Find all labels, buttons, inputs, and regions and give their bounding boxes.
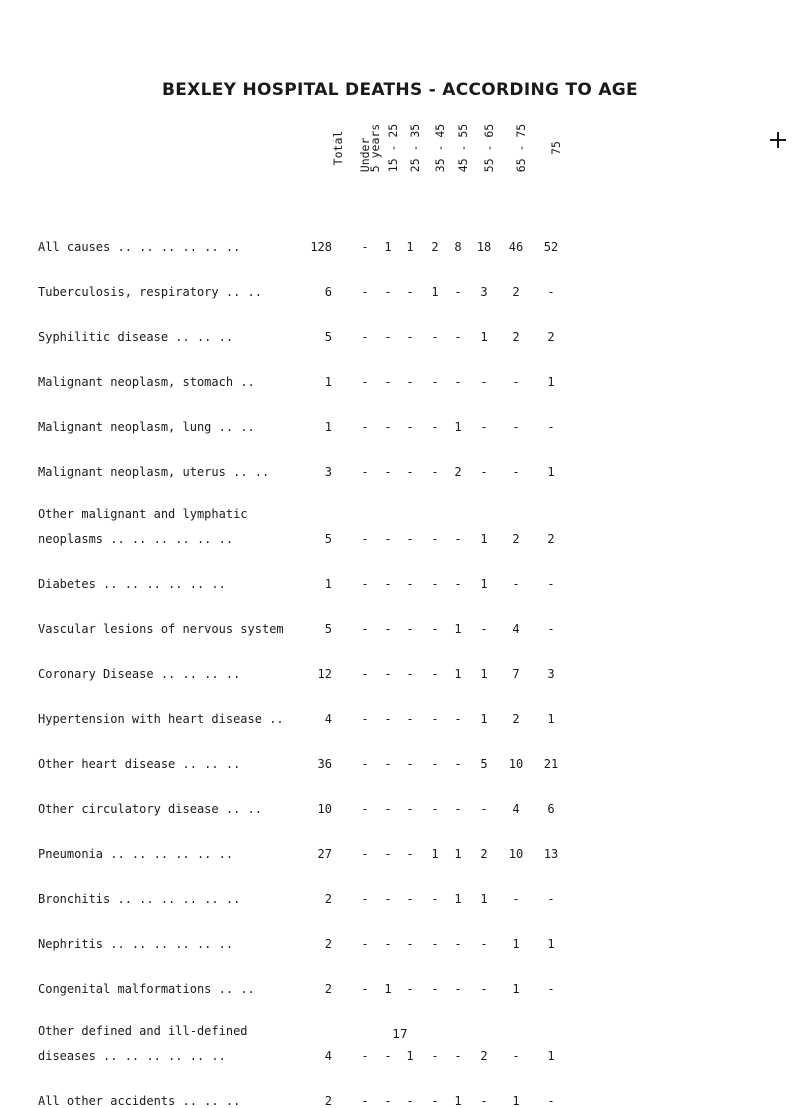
age-cell: 2 [512, 532, 520, 546]
age-cell: 52 [543, 240, 559, 254]
age-cell: - [480, 622, 488, 636]
age-cell: - [361, 982, 369, 996]
age-cell: - [361, 847, 369, 861]
total-cell: 3 [324, 465, 332, 479]
age-cell: 6 [547, 802, 555, 816]
age-cell: 1 [512, 1094, 520, 1108]
age-cell: 1 [454, 622, 462, 636]
age-cell: 1 [454, 1094, 462, 1108]
column-header [328, 120, 348, 176]
row-label: Syphilitic disease .. .. .. [38, 330, 234, 344]
age-cell: - [406, 285, 414, 299]
age-cell: 2 [512, 285, 520, 299]
age-cell: 1 [384, 982, 392, 996]
age-cell: 1 [454, 892, 462, 906]
age-cell: 4 [512, 622, 520, 636]
age-cell: - [547, 577, 555, 591]
age-cell: - [454, 982, 462, 996]
row-label: Other defined and ill-defined [38, 1024, 248, 1038]
total-cell: 10 [317, 802, 332, 816]
age-cell: 18 [476, 240, 492, 254]
age-cell: - [384, 757, 392, 771]
age-cell: - [431, 622, 439, 636]
row-label: Vascular lesions of nervous system [38, 622, 284, 636]
column-header-text: Under 5 years [358, 123, 382, 173]
age-cell: 1 [480, 330, 488, 344]
age-cell: 1 [480, 712, 488, 726]
age-cell: 2 [547, 532, 555, 546]
age-cell: - [547, 1094, 555, 1108]
column-header-text: 35 - 45 [433, 123, 447, 173]
age-cell: - [431, 330, 439, 344]
column-header [360, 120, 380, 176]
age-cell: 1 [547, 712, 555, 726]
age-cell: - [406, 892, 414, 906]
total-cell: 1 [324, 375, 332, 389]
age-cell: - [361, 757, 369, 771]
column-header-text: 45 - 55 [456, 123, 470, 173]
column-header-text: 25 - 35 [408, 123, 422, 173]
age-cell: - [384, 285, 392, 299]
column-header [405, 120, 425, 176]
age-cell: - [384, 1094, 392, 1108]
total-cell: 5 [324, 622, 332, 636]
age-cell: - [431, 892, 439, 906]
age-cell: - [406, 847, 414, 861]
age-cell: - [512, 420, 520, 434]
row-label: Congenital malformations .. .. [38, 982, 255, 996]
age-cell: - [512, 465, 520, 479]
age-cell: - [361, 937, 369, 951]
age-cell: 1 [512, 982, 520, 996]
age-cell: - [547, 982, 555, 996]
age-cell: - [431, 667, 439, 681]
age-cell: - [480, 375, 488, 389]
age-cell: - [361, 892, 369, 906]
age-cell: - [361, 712, 369, 726]
age-cell: 2 [480, 1049, 488, 1063]
age-cell: - [406, 330, 414, 344]
total-cell: 128 [310, 240, 332, 254]
row-label: Diabetes .. .. .. .. .. .. [38, 577, 226, 591]
row-label: Other heart disease .. .. .. [38, 757, 241, 771]
age-cell: - [361, 532, 369, 546]
age-cell: 1 [547, 465, 555, 479]
age-cell: 46 [508, 240, 524, 254]
age-cell: 1 [547, 375, 555, 389]
age-cell: - [406, 667, 414, 681]
age-cell: - [406, 577, 414, 591]
age-cell: 21 [543, 757, 559, 771]
total-cell: 4 [324, 1049, 332, 1063]
age-cell: - [361, 622, 369, 636]
age-cell: - [361, 240, 369, 254]
row-label: Other circulatory disease .. .. [38, 802, 262, 816]
age-cell: 10 [508, 757, 524, 771]
age-cell: - [384, 420, 392, 434]
column-header [383, 120, 403, 176]
row-label: Hypertension with heart disease .. [38, 712, 284, 726]
total-cell: 6 [324, 285, 332, 299]
age-cell: 2 [547, 330, 555, 344]
page-title: BEXLEY HOSPITAL DEATHS - ACCORDING TO AGE [162, 80, 638, 100]
age-cell: - [361, 375, 369, 389]
age-cell: - [406, 1094, 414, 1108]
age-cell: 2 [512, 330, 520, 344]
age-cell: - [384, 330, 392, 344]
age-cell: - [406, 937, 414, 951]
age-cell: - [431, 1049, 439, 1063]
age-cell: - [406, 757, 414, 771]
age-cell: - [547, 622, 555, 636]
total-cell: 5 [324, 330, 332, 344]
total-cell: 2 [324, 982, 332, 996]
age-cell: - [361, 577, 369, 591]
age-cell: - [480, 982, 488, 996]
row-label: Tuberculosis, respiratory .. .. [38, 285, 262, 299]
plus-icon [770, 132, 786, 148]
age-cell: - [361, 420, 369, 434]
row-label: Malignant neoplasm, lung .. .. [38, 420, 255, 434]
row-label: Other malignant and lymphatic [38, 507, 248, 521]
row-label: diseases .. .. .. .. .. .. [38, 1049, 226, 1063]
age-cell: 1 [547, 937, 555, 951]
row-label: Malignant neoplasm, uterus .. .. [38, 465, 270, 479]
age-cell: - [384, 1049, 392, 1063]
age-cell: 1 [384, 240, 392, 254]
age-cell: 2 [431, 240, 439, 254]
age-cell: - [431, 1094, 439, 1108]
total-cell: 1 [324, 420, 332, 434]
age-cell: - [406, 375, 414, 389]
age-cell: - [361, 1049, 369, 1063]
age-cell: - [361, 1094, 369, 1108]
page-number: 17 [392, 1027, 408, 1041]
age-cell: - [361, 802, 369, 816]
total-cell: 27 [317, 847, 332, 861]
age-cell: - [431, 532, 439, 546]
age-cell: - [480, 937, 488, 951]
total-cell: 2 [324, 1094, 332, 1108]
age-cell: 5 [480, 757, 488, 771]
age-cell: - [480, 1094, 488, 1108]
age-cell: - [480, 420, 488, 434]
age-cell: - [361, 465, 369, 479]
age-cell: - [547, 892, 555, 906]
column-header-text: 75 [549, 141, 563, 155]
age-cell: - [361, 330, 369, 344]
age-cell: 1 [547, 1049, 555, 1063]
row-label: Coronary Disease .. .. .. .. [38, 667, 241, 681]
age-cell: - [431, 757, 439, 771]
age-cell: 3 [480, 285, 488, 299]
column-header [546, 120, 566, 176]
age-cell: - [512, 375, 520, 389]
age-cell: 1 [431, 285, 439, 299]
total-cell: 5 [324, 532, 332, 546]
age-cell: - [431, 982, 439, 996]
age-cell: - [512, 892, 520, 906]
age-cell: - [512, 1049, 520, 1063]
age-cell: - [384, 667, 392, 681]
age-cell: - [431, 802, 439, 816]
age-cell: - [384, 892, 392, 906]
column-header [511, 120, 531, 176]
column-header [453, 120, 473, 176]
age-cell: 7 [512, 667, 520, 681]
total-cell: 2 [324, 937, 332, 951]
age-cell: 2 [454, 465, 462, 479]
total-cell: 4 [324, 712, 332, 726]
age-cell: 1 [480, 532, 488, 546]
age-cell: - [431, 937, 439, 951]
total-cell: 2 [324, 892, 332, 906]
age-cell: - [454, 577, 462, 591]
row-label: Pneumonia .. .. .. .. .. .. [38, 847, 234, 861]
age-cell: - [454, 330, 462, 344]
row-label: Nephritis .. .. .. .. .. .. [38, 937, 234, 951]
age-cell: - [384, 622, 392, 636]
row-label: neoplasms .. .. .. .. .. .. [38, 532, 234, 546]
column-header-text: Total [331, 130, 345, 166]
age-cell: - [547, 420, 555, 434]
age-cell: - [454, 712, 462, 726]
column-header-text: 55 - 65 [482, 123, 496, 173]
age-cell: - [454, 757, 462, 771]
age-cell: - [384, 937, 392, 951]
age-cell: - [431, 577, 439, 591]
age-cell: 10 [508, 847, 524, 861]
age-cell: - [454, 375, 462, 389]
age-cell: - [431, 465, 439, 479]
age-cell: 1 [454, 667, 462, 681]
age-cell: - [406, 420, 414, 434]
age-cell: 8 [454, 240, 462, 254]
total-cell: 1 [324, 577, 332, 591]
age-cell: - [361, 285, 369, 299]
age-cell: 1 [431, 847, 439, 861]
age-cell: 13 [543, 847, 559, 861]
column-header [479, 120, 499, 176]
age-cell: - [406, 712, 414, 726]
age-cell: - [384, 465, 392, 479]
age-cell: - [361, 667, 369, 681]
age-cell: - [384, 847, 392, 861]
age-cell: 2 [480, 847, 488, 861]
age-cell: - [406, 465, 414, 479]
total-cell: 12 [317, 667, 332, 681]
age-cell: - [454, 1049, 462, 1063]
age-cell: - [431, 712, 439, 726]
age-cell: 3 [547, 667, 555, 681]
age-cell: - [454, 937, 462, 951]
age-cell: - [480, 465, 488, 479]
age-cell: - [431, 375, 439, 389]
age-cell: - [454, 802, 462, 816]
age-cell: - [431, 420, 439, 434]
age-cell: - [406, 982, 414, 996]
age-cell: - [384, 532, 392, 546]
age-cell: 1 [480, 667, 488, 681]
age-cell: - [454, 285, 462, 299]
row-label: All causes .. .. .. .. .. .. [38, 240, 241, 254]
row-label: Bronchitis .. .. .. .. .. .. [38, 892, 241, 906]
age-cell: 1 [480, 892, 488, 906]
age-cell: - [384, 375, 392, 389]
total-cell: 36 [317, 757, 332, 771]
age-cell: 2 [512, 712, 520, 726]
age-cell: 4 [512, 802, 520, 816]
column-header-text: 15 - 25 [386, 123, 400, 173]
age-cell: 1 [480, 577, 488, 591]
age-cell: - [406, 622, 414, 636]
row-label: Malignant neoplasm, stomach .. [38, 375, 255, 389]
age-cell: 1 [406, 1049, 414, 1063]
age-cell: - [406, 802, 414, 816]
column-header [430, 120, 450, 176]
age-cell: - [384, 712, 392, 726]
age-cell: - [480, 802, 488, 816]
row-label: All other accidents .. .. .. [38, 1094, 241, 1108]
age-cell: - [384, 577, 392, 591]
age-cell: - [454, 532, 462, 546]
column-header-text: 65 - 75 [514, 123, 528, 173]
age-cell: - [512, 577, 520, 591]
age-cell: 1 [454, 420, 462, 434]
age-cell: - [384, 802, 392, 816]
age-cell: 1 [512, 937, 520, 951]
age-cell: 1 [406, 240, 414, 254]
age-cell: - [406, 532, 414, 546]
age-cell: 1 [454, 847, 462, 861]
age-cell: - [547, 285, 555, 299]
